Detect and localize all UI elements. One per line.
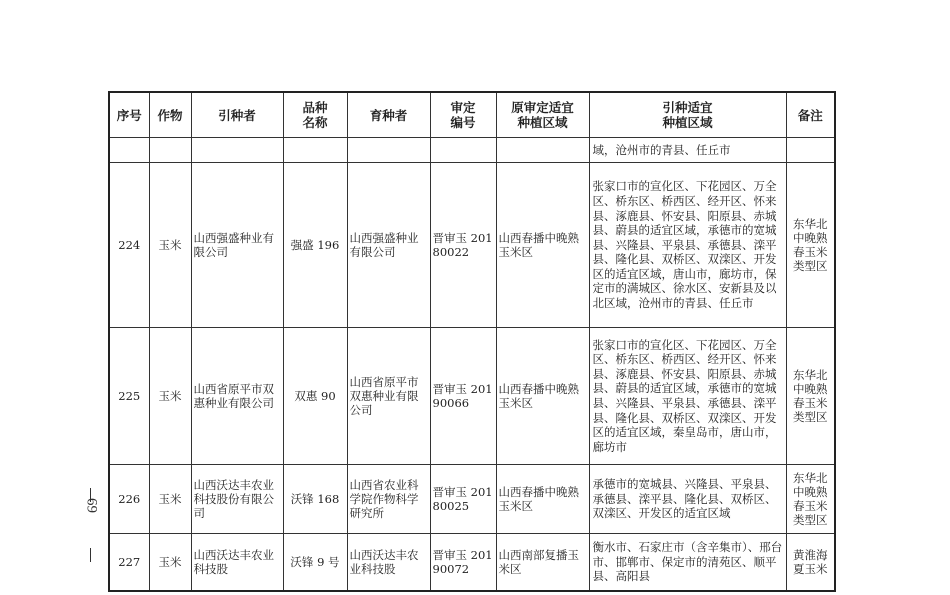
header-remark: 备注 bbox=[786, 92, 835, 138]
cell-crop: 玉米 bbox=[149, 534, 191, 592]
header-variety bbox=[283, 92, 347, 138]
cell-intro-area: 承德市的宽城县、兴隆县、平泉县、承德县、滦平县、隆化县、双桥区、双滦区、开发区的适宜区域 bbox=[589, 465, 786, 534]
cell-introducer: 山西沃达丰农业科技股 bbox=[191, 534, 283, 592]
table-row bbox=[109, 328, 835, 465]
header-row bbox=[109, 92, 835, 138]
cell-orig-area: 山西南部复播玉米区 bbox=[496, 534, 589, 592]
cell-introducer: 山西省原平市双惠种业有限公司 bbox=[191, 328, 283, 465]
header-breeder: 育种者 bbox=[347, 92, 430, 138]
cell-breeder: 山西省农业科学院作物科学研究所 bbox=[347, 465, 430, 534]
table-row bbox=[109, 163, 835, 328]
header-intro-area-line1: 引种适宜 bbox=[662, 100, 713, 115]
cell-empty bbox=[109, 138, 149, 163]
cell-approval: 晋审玉 20180022 bbox=[430, 163, 496, 328]
header-intro-area-line2: 种植区域 bbox=[662, 115, 713, 130]
table-row-continued bbox=[109, 138, 835, 163]
cell-intro-area: 域，沧州市的青县、任丘市 bbox=[589, 138, 786, 163]
variety-introduction-table bbox=[108, 91, 836, 592]
header-variety-line1: 品种 bbox=[302, 100, 328, 115]
cell-remark: 东华北中晚熟春玉米类型区 bbox=[786, 465, 835, 534]
cell-empty bbox=[283, 138, 347, 163]
header-approval bbox=[430, 92, 496, 138]
table-row bbox=[109, 534, 835, 592]
cell-remark: 东华北中晚熟春玉米类型区 bbox=[786, 163, 835, 328]
cell-breeder: 山西强盛种业有限公司 bbox=[347, 163, 430, 328]
header-introducer: 引种者 bbox=[191, 92, 283, 138]
cell-no: 227 bbox=[109, 534, 149, 592]
header-variety-line2: 名称 bbox=[302, 115, 328, 130]
cell-no: 225 bbox=[109, 328, 149, 465]
cell-crop: 玉米 bbox=[149, 328, 191, 465]
cell-variety: 沃锋 9 号 bbox=[283, 534, 347, 592]
cell-empty bbox=[430, 138, 496, 163]
header-orig-area-line1: 原审定适宜 bbox=[511, 100, 574, 115]
cell-introducer: 山西沃达丰农业科技股份有限公司 bbox=[191, 465, 283, 534]
header-no: 序号 bbox=[109, 92, 149, 138]
cell-empty bbox=[496, 138, 589, 163]
page-number-dash-bottom bbox=[90, 548, 91, 562]
cell-approval: 晋审玉 20180025 bbox=[430, 465, 496, 534]
cell-variety: 沃锋 168 bbox=[283, 465, 347, 534]
cell-approval: 晋审玉 20190072 bbox=[430, 534, 496, 592]
cell-intro-area: 衡水市、石家庄市（含辛集市）、邢台市、邯郸市、保定市的清苑区、顺平县、高阳县 bbox=[589, 534, 786, 592]
cell-orig-area: 山西春播中晚熟玉米区 bbox=[496, 465, 589, 534]
cell-orig-area: 山西春播中晚熟玉米区 bbox=[496, 163, 589, 328]
page-number: 69 bbox=[83, 498, 100, 513]
cell-intro-area: 张家口市的宣化区、下花园区、万全区、桥东区、桥西区、经开区、怀来县、涿鹿县、怀安县、阳原县、赤城县、蔚县的适宜区域，承德市的宽城县、兴隆县、平泉县、承德县、滦平县、隆化县、双桥区、双滦区、开发区的适宜区域，唐山市，廊坊市，保定市的满城区、徐水区、安新县及以北区域，沧州市的青县、任丘市 bbox=[589, 163, 786, 328]
cell-approval: 晋审玉 20190066 bbox=[430, 328, 496, 465]
header-orig-area-line2: 种植区域 bbox=[517, 115, 568, 130]
cell-orig-area: 山西春播中晚熟玉米区 bbox=[496, 328, 589, 465]
cell-crop: 玉米 bbox=[149, 465, 191, 534]
cell-no: 224 bbox=[109, 163, 149, 328]
header-approval-line2: 编号 bbox=[450, 115, 476, 130]
cell-empty bbox=[786, 138, 835, 163]
cell-intro-area: 张家口市的宣化区、下花园区、万全区、桥东区、桥西区、经开区、怀来县、涿鹿县、怀安县、阳原县、赤城县、蔚县的适宜区域，承德市的宽城县、兴隆县、平泉县、承德县、滦平县、隆化县、双桥区、双滦区、开发区的适宜区域，秦皇岛市，唐山市，廊坊市 bbox=[589, 328, 786, 465]
header-intro-area bbox=[589, 92, 786, 138]
cell-remark: 东华北中晚熟春玉米类型区 bbox=[786, 328, 835, 465]
header-orig-area bbox=[496, 92, 589, 138]
cell-introducer: 山西强盛种业有限公司 bbox=[191, 163, 283, 328]
cell-empty bbox=[191, 138, 283, 163]
cell-remark: 黄淮海夏玉米 bbox=[786, 534, 835, 592]
cell-breeder: 山西沃达丰农业科技股 bbox=[347, 534, 430, 592]
header-crop: 作物 bbox=[149, 92, 191, 138]
cell-no: 226 bbox=[109, 465, 149, 534]
cell-empty bbox=[149, 138, 191, 163]
cell-breeder: 山西省原平市双惠种业有限公司 bbox=[347, 328, 430, 465]
cell-crop: 玉米 bbox=[149, 163, 191, 328]
header-approval-line1: 审定 bbox=[450, 100, 476, 115]
cell-variety: 强盛 196 bbox=[283, 163, 347, 328]
cell-empty bbox=[347, 138, 430, 163]
table-row bbox=[109, 465, 835, 534]
cell-variety: 双惠 90 bbox=[283, 328, 347, 465]
